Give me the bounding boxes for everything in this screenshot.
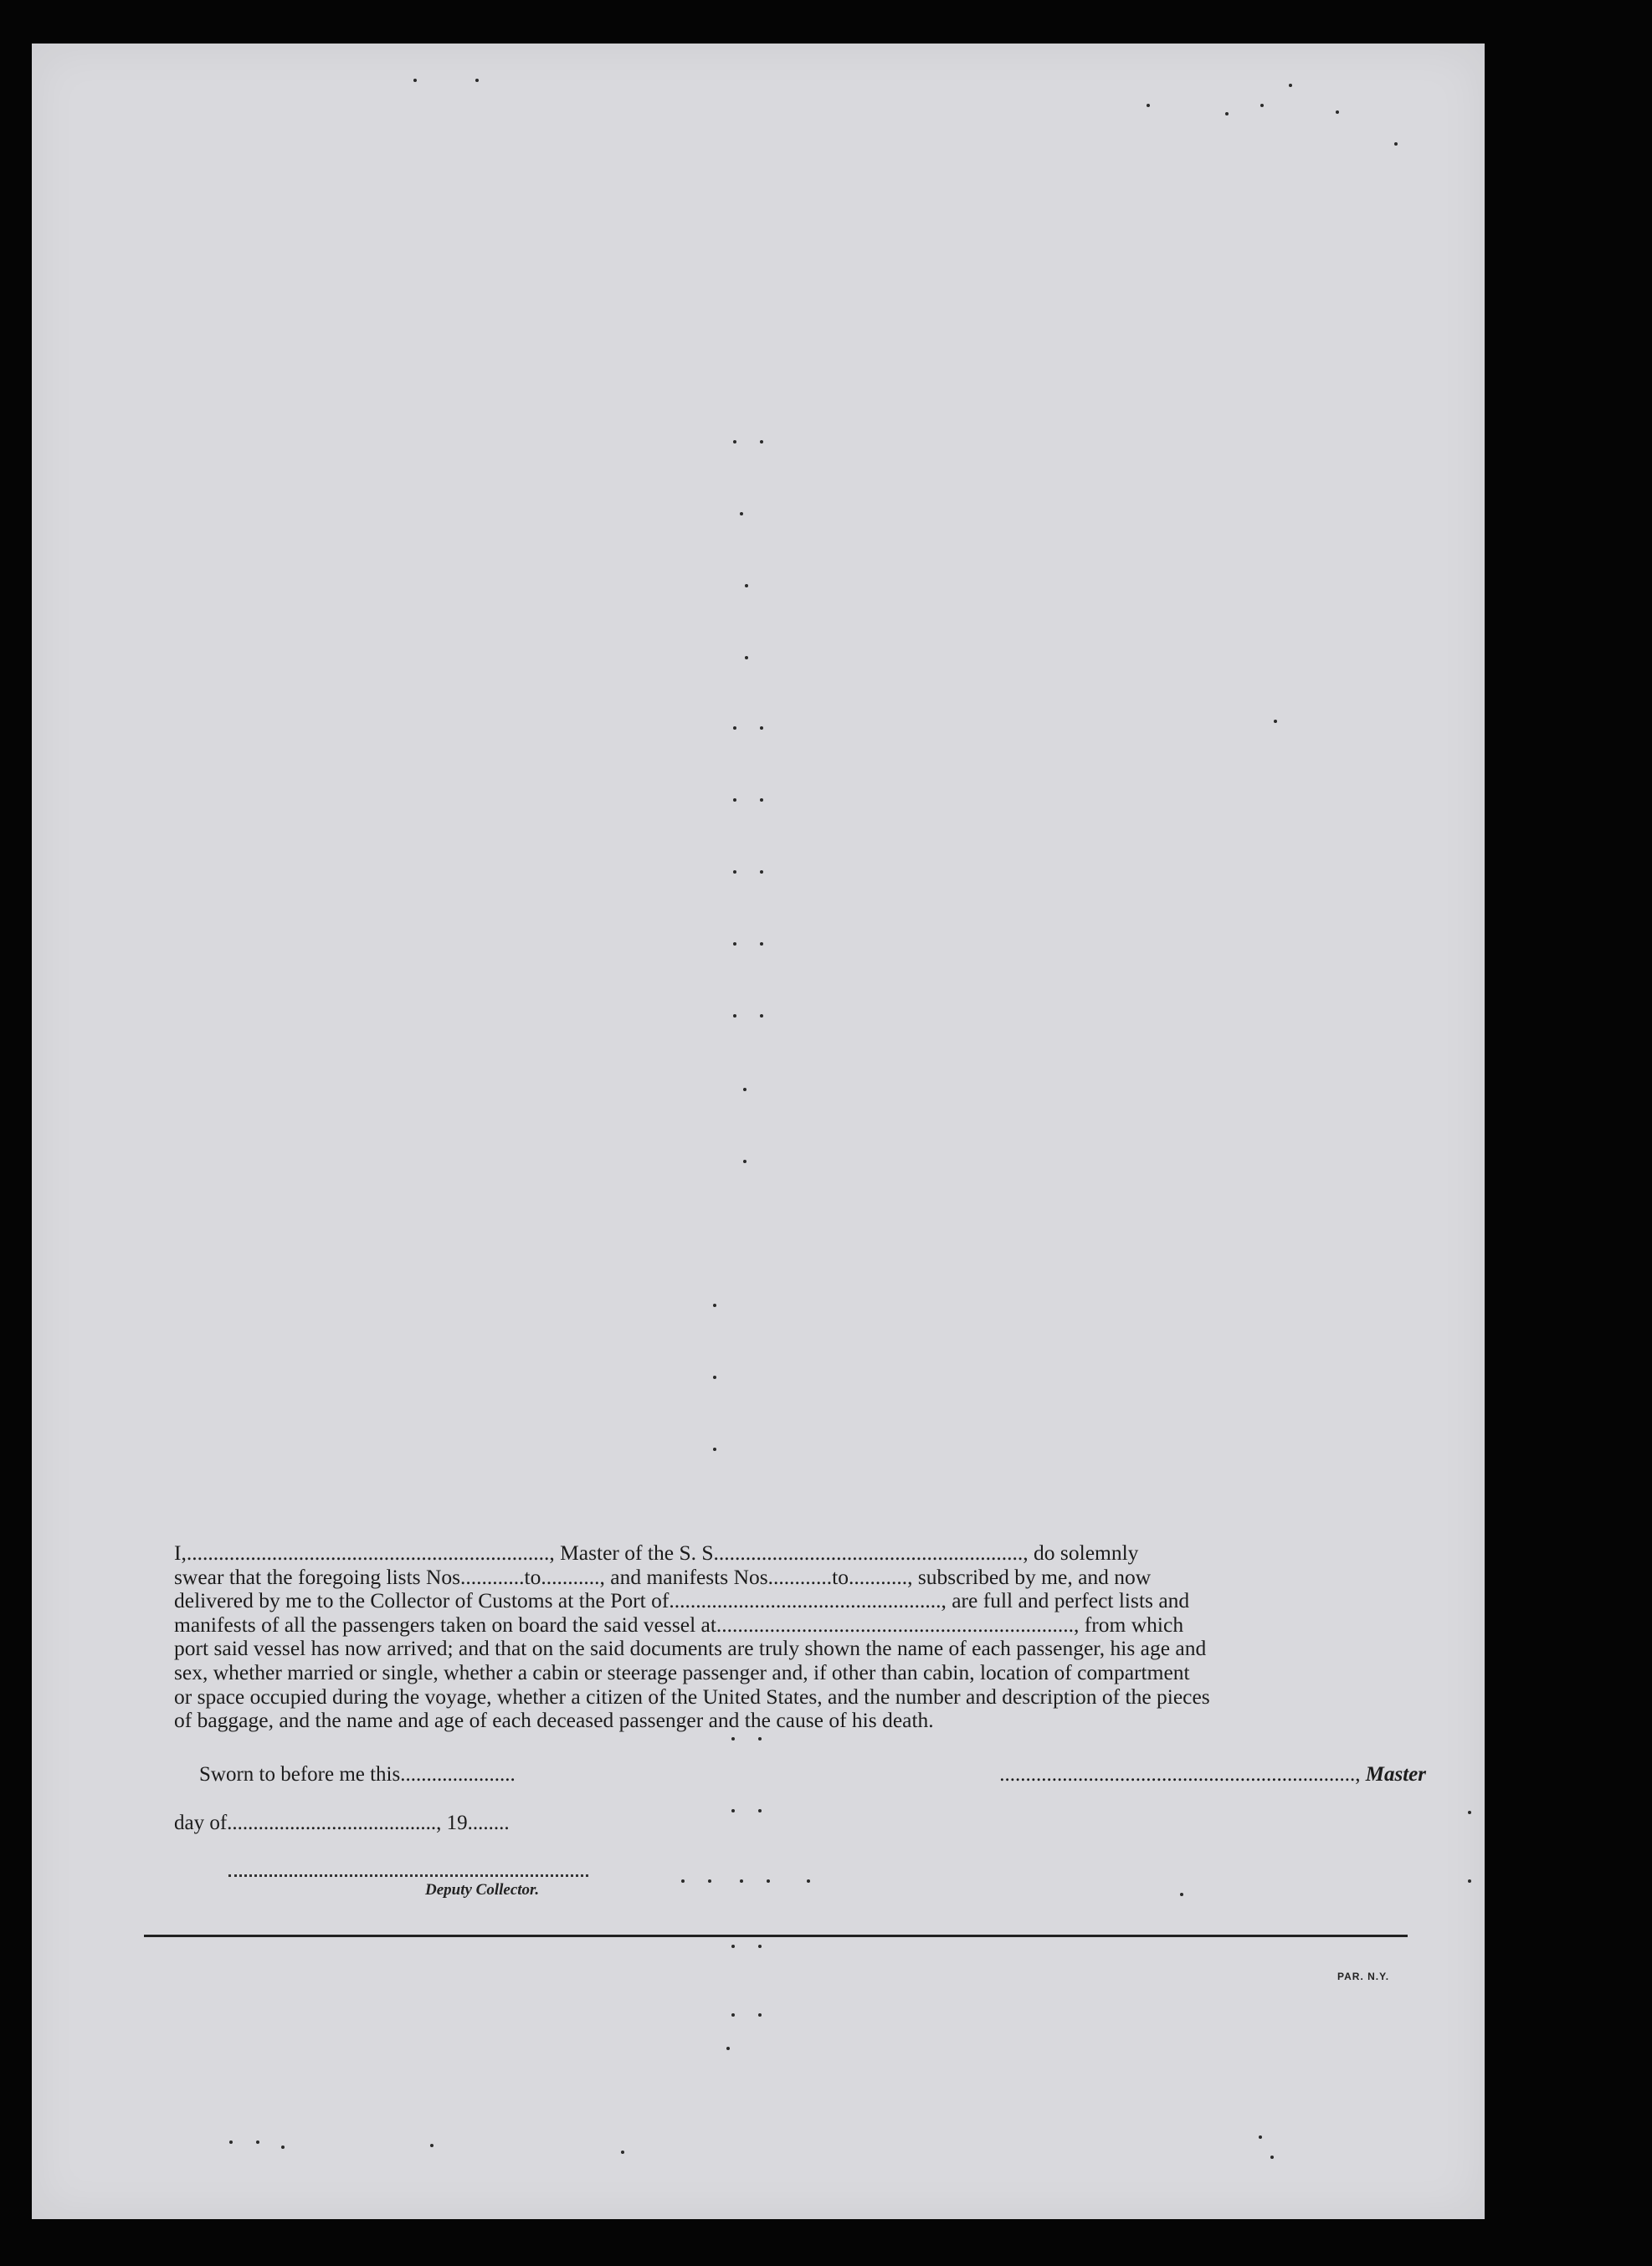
- speck: [733, 798, 736, 802]
- speck: [760, 798, 763, 802]
- document-page: [32, 44, 1485, 2219]
- speck: [1289, 84, 1292, 87]
- sworn-before-line: Sworn to before me this......................: [199, 1763, 516, 1786]
- speck: [1468, 1811, 1471, 1814]
- speck: [713, 1304, 716, 1307]
- speck: [731, 1945, 735, 1948]
- speck: [760, 726, 763, 730]
- oath-line: swear that the foregoing lists Nos............to..........., and manifests Nos............to..........., subscribed by me, and now: [174, 1564, 1152, 1589]
- oath-line: sex, whether married or single, whether a cabin or steerage passenger and, if other than cabin, location of compartment: [174, 1659, 1190, 1684]
- speck: [758, 1809, 762, 1812]
- speck: [733, 942, 736, 946]
- speck: [731, 2013, 735, 2017]
- speck: [733, 1014, 736, 1018]
- day-of-line: day of........................................, 19........: [174, 1812, 510, 1834]
- speck: [758, 1945, 762, 1948]
- speck: [681, 1879, 685, 1883]
- oath-line: port said vessel has now arrived; and that on the said documents are truly shown the name of each passenger, his age and: [174, 1636, 1207, 1661]
- master-signature-line: [999, 1763, 1426, 1787]
- speck: [1260, 104, 1264, 107]
- speck: [229, 2140, 233, 2144]
- speck: [733, 440, 736, 443]
- oath-line: of baggage, and the name and age of each deceased passenger and the cause of his death.: [174, 1708, 934, 1733]
- speck: [413, 79, 417, 82]
- speck: [760, 440, 763, 443]
- speck: [733, 726, 736, 730]
- speck: [760, 942, 763, 946]
- speck: [760, 1014, 763, 1018]
- speck: [1180, 1893, 1183, 1896]
- oath-line: manifests of all the passengers taken on board the said vessel at..................................................................., from which: [174, 1612, 1184, 1637]
- speck: [807, 1879, 810, 1883]
- speck: [731, 1737, 735, 1741]
- horizontal-rule: [144, 1935, 1408, 1937]
- speck: [713, 1448, 716, 1451]
- speck: [745, 656, 748, 659]
- speck: [430, 2144, 434, 2147]
- speck: [743, 1160, 746, 1163]
- deputy-collector-label: Deputy Collector.: [425, 1881, 540, 1899]
- speck: [740, 512, 743, 515]
- speck: [1468, 1879, 1471, 1883]
- printer-mark: PAR. N.Y.: [1337, 1971, 1390, 1982]
- speck: [760, 870, 763, 874]
- speck: [281, 2146, 285, 2149]
- speck: [1394, 142, 1398, 146]
- speck: [758, 2013, 762, 2017]
- speck: [708, 1879, 711, 1883]
- speck: [1270, 2156, 1274, 2159]
- speck: [475, 79, 479, 82]
- oath-line: I,...................................................................., Master of the S. S.........................................................., do solemnly: [174, 1541, 1139, 1565]
- speck: [1336, 110, 1339, 114]
- speck: [731, 1809, 735, 1812]
- oath-line: delivered by me to the Collector of Customs at the Port of..................................................., are full and perfect lists and: [174, 1588, 1190, 1613]
- speck: [726, 2047, 730, 2050]
- speck: [1274, 720, 1277, 723]
- speck: [758, 1737, 762, 1741]
- oath-line: or space occupied during the voyage, whether a citizen of the United States, and the number and description of the pieces: [174, 1684, 1210, 1709]
- master-label: Master: [1365, 1763, 1426, 1786]
- show-through-mark: [249, 152, 268, 181]
- master-signature-dots: ....................................................................,: [999, 1763, 1361, 1786]
- speck: [1225, 112, 1229, 115]
- speck: [1147, 104, 1150, 107]
- speck: [256, 2140, 259, 2144]
- speck: [733, 870, 736, 874]
- speck: [767, 1879, 770, 1883]
- speck: [743, 1088, 746, 1091]
- speck: [713, 1376, 716, 1379]
- deputy-collector-signature-line: [228, 1874, 588, 1877]
- speck: [1259, 2135, 1262, 2139]
- speck: [621, 2151, 624, 2154]
- master-oath-paragraph: [174, 1541, 1448, 1733]
- speck: [745, 584, 748, 587]
- speck: [740, 1879, 743, 1883]
